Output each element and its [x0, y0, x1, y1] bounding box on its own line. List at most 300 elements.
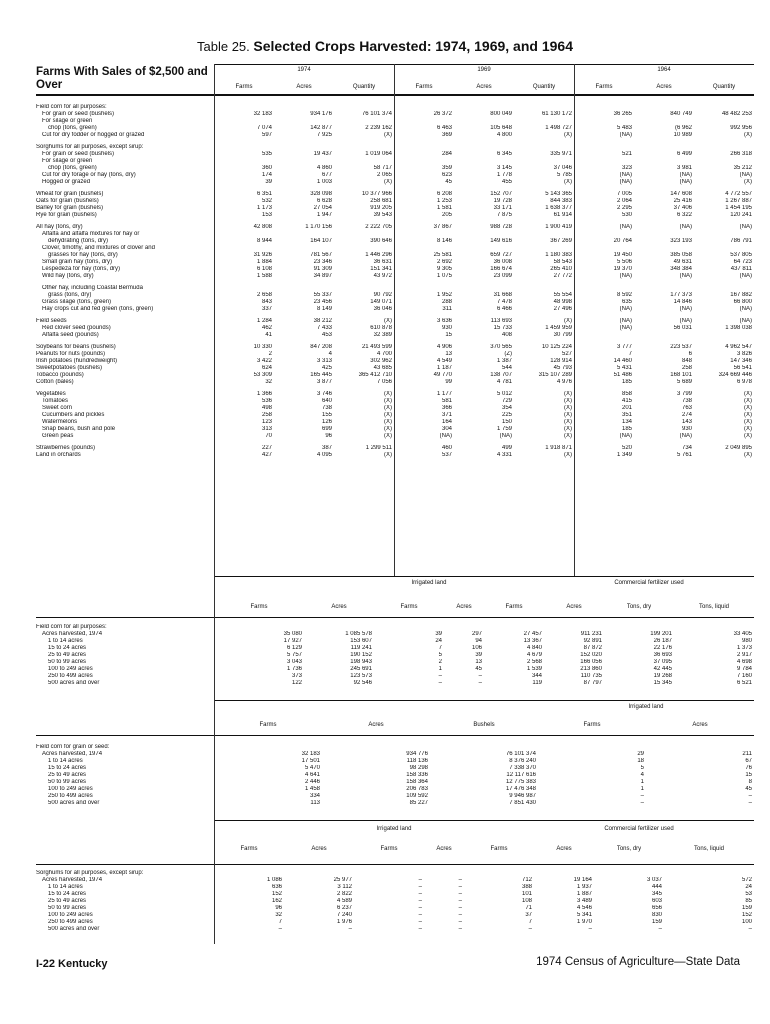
data-cell: [594, 870, 664, 877]
data-cell: 213 860: [580, 666, 602, 672]
row-label: Other hay, including Coastal Bermuda: [42, 285, 143, 291]
stub-title: Farms With Sales of $2,500 and Over: [36, 66, 208, 91]
data-cell: 712: [521, 877, 532, 883]
group-header-irrigated-land-b4: Irrigated land: [376, 826, 412, 832]
table-row: [36, 405, 754, 412]
data-cell: 2: [438, 659, 442, 665]
block3-col-bushels: Bushels: [473, 722, 495, 728]
table-row: [36, 673, 754, 680]
data-cell: 324 669 446: [718, 372, 752, 378]
data-cell: [634, 285, 694, 292]
data-cell: (NA): [679, 224, 692, 230]
block3-col-farms: Farms: [583, 722, 601, 728]
data-cell: 1 778: [496, 172, 512, 178]
data-cell: (X): [384, 398, 392, 404]
column-header-quantity: Quantity: [532, 84, 556, 90]
row-label: grasses for hay (tons, dry): [48, 252, 118, 258]
data-cell: 729: [501, 398, 512, 404]
column-header-acres: Acres: [476, 84, 492, 90]
data-cell: 499: [501, 445, 512, 451]
row-label: Land in orchards: [36, 452, 81, 458]
data-cell: 535: [261, 151, 272, 157]
data-cell: 624: [261, 365, 272, 371]
data-cell: –: [640, 800, 644, 806]
table-row: [36, 344, 754, 351]
page-footer-right: 1974 Census of Agriculture—State Data: [536, 956, 740, 968]
table-row: [36, 306, 754, 313]
data-cell: (NA): [739, 306, 752, 312]
data-cell: 22 176: [653, 645, 672, 651]
row-label: 25 to 49 acres: [48, 772, 87, 778]
table-row: [36, 165, 754, 172]
data-cell: 185: [621, 379, 632, 385]
data-cell: 33 405: [733, 631, 752, 637]
data-cell: 25 581: [433, 252, 452, 258]
data-cell: (X): [744, 398, 752, 404]
data-cell: 5 483: [616, 125, 632, 131]
data-cell: 656: [651, 905, 662, 911]
data-cell: 536: [261, 398, 272, 404]
data-cell: [574, 144, 634, 151]
data-cell: [304, 624, 374, 631]
data-cell: 348 384: [670, 266, 692, 272]
data-cell: –: [748, 793, 752, 799]
row-label: Field corn for grain or seed:: [36, 744, 110, 750]
table-row: [36, 884, 754, 891]
data-cell: 56 541: [733, 365, 752, 371]
row-label: Acres harvested, 1974: [42, 631, 103, 637]
data-cell: 1 458: [304, 786, 320, 792]
row-label: 250 to 499 acres: [48, 673, 93, 679]
data-cell: –: [748, 800, 752, 806]
data-cell: 1 446 296: [365, 252, 392, 258]
data-cell: [394, 285, 454, 292]
data-cell: 7: [628, 351, 632, 357]
row-label: Sorghums for all purposes, except sirup:: [36, 870, 144, 876]
data-cell: –: [478, 680, 482, 686]
data-cell: 843: [261, 299, 272, 305]
data-cell: 4 641: [304, 772, 320, 778]
data-cell: 48 998: [553, 299, 572, 305]
data-cell: 35 212: [733, 165, 752, 171]
data-cell: 198 943: [350, 659, 372, 665]
data-cell: 1 952: [436, 292, 452, 298]
data-cell: 205: [441, 212, 452, 218]
data-cell: [674, 624, 754, 631]
table-row: [36, 252, 754, 259]
data-cell: 113 693: [490, 318, 512, 324]
data-cell: (X): [564, 419, 572, 425]
block2-col-farms: Farms: [505, 604, 523, 610]
data-cell: (X): [744, 405, 752, 411]
data-cell: 3 112: [337, 884, 352, 890]
row-label: Strawberries (pounds): [36, 445, 96, 451]
table-row: [36, 351, 754, 358]
row-label: Field corn for all purposes:: [36, 624, 107, 630]
block4-col-acres: Acres: [556, 846, 572, 852]
data-cell: 1 284: [256, 318, 272, 324]
data-cell: 30 799: [553, 332, 572, 338]
data-cell: 87 872: [583, 645, 602, 651]
data-cell: 5 689: [676, 379, 692, 385]
row-label: Lespedeza for hay (tons, dry): [42, 266, 121, 272]
data-cell: 3 799: [676, 391, 692, 397]
table-row: [36, 372, 754, 379]
data-cell: 800 049: [490, 111, 512, 117]
data-cell: 1 976: [336, 919, 352, 925]
data-cell: [454, 158, 514, 165]
row-label: Peanuts for nuts (pounds): [36, 351, 106, 357]
table-row: [36, 926, 754, 933]
data-cell: 159: [651, 919, 662, 925]
data-cell: 1 937: [576, 884, 592, 890]
data-cell: [214, 118, 274, 125]
data-cell: 245 691: [350, 666, 372, 672]
data-cell: 1 887: [576, 891, 592, 897]
data-cell: 67: [745, 758, 752, 764]
data-cell: 1 180 383: [545, 252, 572, 258]
table-row: [36, 744, 754, 751]
data-cell: 18: [637, 758, 644, 764]
data-cell: 138 707: [490, 372, 512, 378]
divider-1969-1964: [574, 64, 575, 576]
table-row: [36, 800, 754, 807]
data-cell: 4 546: [576, 905, 592, 911]
data-cell: [454, 118, 514, 125]
data-cell: 1 581: [436, 205, 452, 211]
data-cell: 15 733: [493, 325, 512, 331]
data-cell: 1 173: [256, 205, 272, 211]
data-cell: 677: [321, 172, 332, 178]
corn-all-purposes-table: [36, 624, 754, 687]
row-label: chop (tons, green): [48, 165, 97, 171]
data-cell: [334, 118, 394, 125]
data-cell: 934 176: [310, 111, 332, 117]
data-cell: 786 791: [730, 238, 752, 244]
data-cell: 315 107 289: [538, 372, 572, 378]
data-cell: 738: [681, 398, 692, 404]
data-cell: 17 476 348: [505, 786, 536, 792]
data-cell: 31 926: [253, 252, 272, 258]
table-number: Table 25.: [197, 39, 250, 54]
data-cell: [646, 744, 754, 751]
block2-col-tons-liquid: Tons, liquid: [698, 604, 730, 610]
data-cell: 13 367: [523, 638, 542, 644]
stub-divider: [214, 64, 215, 944]
data-cell: (NA): [619, 306, 632, 312]
data-cell: 41: [265, 332, 272, 338]
data-cell: 126: [321, 419, 332, 425]
data-cell: 1 253: [436, 198, 452, 204]
data-cell: 537: [441, 452, 452, 458]
data-cell: 544: [501, 365, 512, 371]
data-cell: 7 478: [496, 299, 512, 305]
data-cell: [514, 245, 574, 252]
data-cell: 1 736: [286, 666, 302, 672]
data-cell: 166 674: [490, 266, 512, 272]
data-cell: 10 989: [673, 132, 692, 138]
block2-col-farms: Farms: [250, 604, 268, 610]
row-label: 250 to 499 acres: [48, 793, 93, 799]
data-cell: [694, 245, 754, 252]
block4-col-acres: Acres: [436, 846, 452, 852]
data-cell: (X): [384, 426, 392, 432]
data-cell: 3 043: [286, 659, 302, 665]
data-cell: 366: [441, 405, 452, 411]
data-cell: 27 496: [553, 306, 572, 312]
data-cell: [538, 744, 646, 751]
row-label: 25 to 49 acres: [48, 652, 87, 658]
data-cell: [634, 158, 694, 165]
block4-col-tons-dry: Tons, dry: [616, 846, 642, 852]
row-label: 50 to 99 acres: [48, 905, 87, 911]
data-cell: (NA): [439, 433, 452, 439]
table-row: [36, 919, 754, 926]
data-cell: 7 056: [376, 379, 392, 385]
row-label: 500 acres and over: [48, 680, 100, 686]
data-cell: 738: [321, 405, 332, 411]
data-cell: 7 338 370: [509, 765, 536, 771]
table-row: [36, 793, 754, 800]
data-cell: [334, 285, 394, 292]
data-cell: 840 749: [670, 111, 692, 117]
data-cell: (X): [564, 179, 572, 185]
table-row: [36, 292, 754, 299]
table-row: [36, 118, 754, 125]
row-label: chop (tons, green): [48, 125, 97, 131]
row-label: Sorghums for all purposes, except sirup:: [36, 144, 144, 150]
data-cell: 152 020: [580, 652, 602, 658]
row-label: 15 to 24 acres: [48, 765, 87, 771]
data-cell: 7: [278, 919, 282, 925]
main-crops-table: [36, 104, 754, 459]
data-cell: (NA): [739, 318, 752, 324]
data-cell: –: [478, 673, 482, 679]
column-header-farms: Farms: [595, 84, 613, 90]
data-cell: –: [658, 926, 662, 932]
data-cell: 6 466: [496, 306, 512, 312]
table-row: [36, 224, 754, 231]
data-cell: 6 978: [736, 379, 752, 385]
data-cell: [334, 231, 394, 238]
data-cell: 5 431: [616, 365, 632, 371]
row-label: Hogged or grazed: [42, 179, 91, 185]
block2-col-acres: Acres: [331, 604, 347, 610]
data-cell: 1 918 871: [545, 445, 572, 451]
data-cell: (NA): [619, 179, 632, 185]
data-cell: 153: [261, 212, 272, 218]
data-cell: 99: [445, 379, 452, 385]
data-cell: –: [458, 891, 462, 897]
data-cell: 5 143 365: [545, 191, 572, 197]
block4-col-tons-liquid: Tons, liquid: [693, 846, 725, 852]
data-cell: –: [528, 926, 532, 932]
data-cell: (X): [384, 405, 392, 411]
row-label: Green peas: [42, 433, 74, 439]
data-cell: 12 775 383: [505, 779, 536, 785]
data-cell: 6 345: [496, 151, 512, 157]
table-row: [36, 273, 754, 280]
data-cell: 844 383: [550, 198, 572, 204]
data-cell: 408: [501, 332, 512, 338]
data-cell: (X): [564, 452, 572, 458]
data-cell: –: [458, 877, 462, 883]
table-row: [36, 445, 754, 452]
data-cell: 58 717: [373, 165, 392, 171]
data-cell: 4 962 547: [725, 344, 752, 350]
table-row: [36, 751, 754, 758]
data-cell: 781 567: [310, 252, 332, 258]
data-cell: 572: [741, 877, 752, 883]
data-cell: 106: [471, 645, 482, 651]
data-cell: 462: [261, 325, 272, 331]
data-cell: 15: [745, 772, 752, 778]
data-cell: 980: [741, 638, 752, 644]
data-cell: 147 608: [670, 191, 692, 197]
table-row: [36, 285, 754, 292]
table-row: [36, 365, 754, 372]
data-cell: 155: [321, 412, 332, 418]
data-cell: –: [458, 912, 462, 918]
data-cell: 2: [268, 351, 272, 357]
row-label: Tomatoes: [42, 398, 69, 404]
data-cell: [214, 285, 274, 292]
data-cell: 49 631: [673, 259, 692, 265]
data-cell: 13: [445, 351, 452, 357]
data-cell: [574, 118, 634, 125]
data-cell: 14 460: [613, 358, 632, 364]
row-label: Grass silage (tons, green): [42, 299, 112, 305]
group-header-commercial-fertilizer-b4: Commercial fertilizer used: [604, 826, 674, 832]
data-cell: 110 735: [580, 673, 602, 679]
data-cell: (X): [384, 318, 392, 324]
data-cell: [214, 744, 322, 751]
data-cell: 258: [261, 412, 272, 418]
data-cell: 71: [525, 905, 532, 911]
header-bottom-rule: [36, 94, 754, 96]
data-cell: 7 160: [736, 673, 752, 679]
data-cell: 8 146: [436, 238, 452, 244]
row-label: For grain or seed (bushels): [42, 111, 115, 117]
data-cell: (X): [564, 405, 572, 411]
data-cell: 120 241: [730, 212, 752, 218]
data-cell: 337: [261, 306, 272, 312]
data-cell: 4 700: [376, 351, 392, 357]
row-label: dehydrating (tons, dry): [48, 238, 109, 244]
data-cell: 6 129: [286, 645, 302, 651]
data-cell: [214, 104, 274, 111]
data-cell: 4 549: [436, 358, 452, 364]
table-row: [36, 912, 754, 919]
data-cell: [484, 624, 544, 631]
row-label: 100 to 249 acres: [48, 786, 93, 792]
data-cell: 934 776: [406, 751, 428, 757]
data-cell: 6 322: [676, 212, 692, 218]
data-cell: (X): [744, 426, 752, 432]
data-cell: [694, 104, 754, 111]
row-label: All hay (tons, dry): [36, 224, 83, 230]
data-cell: (X): [384, 452, 392, 458]
data-cell: 4 772 557: [725, 191, 752, 197]
data-cell: 858: [621, 391, 632, 397]
data-cell: 153 607: [350, 638, 372, 644]
data-cell: [514, 104, 574, 111]
data-cell: 5 470: [304, 765, 320, 771]
data-cell: 58 543: [553, 259, 572, 265]
data-cell: [394, 245, 454, 252]
data-cell: [394, 144, 454, 151]
data-cell: 15 345: [653, 680, 672, 686]
data-cell: 7 074: [256, 125, 272, 131]
data-cell: 8 376 240: [509, 758, 536, 764]
data-cell: 610 878: [370, 325, 392, 331]
data-cell: (NA): [739, 172, 752, 178]
data-cell: [454, 231, 514, 238]
data-cell: 4 679: [526, 652, 542, 658]
data-cell: 460: [441, 445, 452, 451]
row-label: Acres harvested, 1974: [42, 751, 103, 757]
block4-top-rule: [214, 820, 754, 821]
table-row: [36, 426, 754, 433]
data-cell: 6 108: [256, 266, 272, 272]
data-cell: 225: [501, 412, 512, 418]
block4-col-farms: Farms: [490, 846, 508, 852]
data-cell: 5 012: [496, 391, 512, 397]
data-cell: 36 265: [613, 111, 632, 117]
data-cell: 1: [438, 666, 442, 672]
data-cell: 274: [681, 412, 692, 418]
row-label: Wheat for grain (bushels): [36, 191, 104, 197]
data-cell: 158 364: [406, 779, 428, 785]
data-cell: 437 811: [730, 266, 752, 272]
data-cell: 42 445: [653, 666, 672, 672]
header-top-rule: [214, 64, 754, 65]
table-row: [36, 452, 754, 459]
data-cell: 313: [261, 426, 272, 432]
row-label: 50 to 99 acres: [48, 779, 87, 785]
table-years: 1974, 1969, and 1964: [435, 38, 573, 54]
data-cell: 636: [271, 884, 282, 890]
data-cell: [394, 231, 454, 238]
corn-grain-table: [36, 744, 754, 807]
data-cell: 3 037: [646, 877, 662, 883]
row-label: 1 to 14 acres: [48, 638, 83, 644]
data-cell: 211: [742, 751, 752, 757]
data-cell: 143: [681, 419, 692, 425]
data-cell: 92 546: [353, 680, 372, 686]
data-cell: (NA): [679, 179, 692, 185]
data-cell: –: [418, 912, 422, 918]
table-row: [36, 266, 754, 273]
table-row: [36, 158, 754, 165]
table-row: [36, 659, 754, 666]
data-cell: 2 692: [436, 259, 452, 265]
data-cell: [274, 104, 334, 111]
data-cell: 36 631: [373, 259, 392, 265]
data-cell: 76: [745, 765, 752, 771]
data-cell: 118 136: [406, 758, 428, 764]
data-cell: 266 318: [730, 151, 752, 157]
data-cell: [394, 104, 454, 111]
data-cell: 5 785: [556, 172, 572, 178]
data-cell: 537 805: [730, 252, 752, 258]
row-label: Field seeds: [36, 318, 67, 324]
data-cell: 128 914: [550, 358, 572, 364]
data-cell: [694, 144, 754, 151]
block3-col-acres: Acres: [368, 722, 384, 728]
data-cell: 1 454 195: [725, 205, 752, 211]
data-cell: 597: [261, 132, 272, 138]
